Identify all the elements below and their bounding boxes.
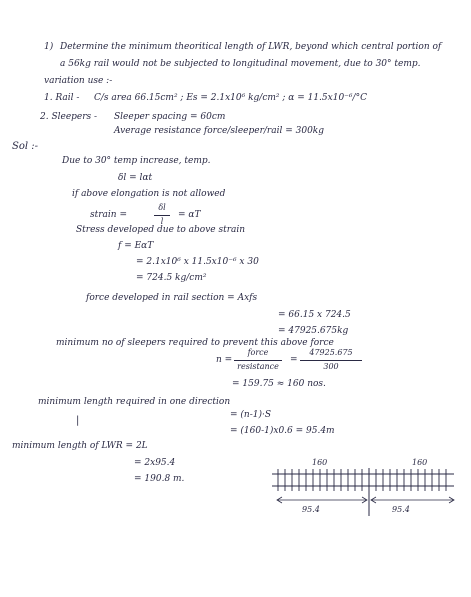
length-substitution: = (160-1)x0.6 = 95.4m bbox=[230, 426, 335, 436]
lwr-sketch bbox=[272, 456, 458, 526]
problem-line-3: variation use :- bbox=[44, 76, 113, 86]
n-prefix: n = bbox=[216, 355, 233, 365]
n-denominator-value: 300 bbox=[323, 362, 339, 371]
length-expression: = (n-1)·S bbox=[230, 410, 272, 420]
problem-number: 1) bbox=[44, 42, 54, 52]
solution-label: Sol :- bbox=[12, 141, 38, 152]
stress-result: = 724.5 kg/cm² bbox=[136, 273, 207, 283]
sleeper-spacing: Sleeper spacing = 60cm bbox=[114, 112, 226, 122]
rail-values: C/s area 66.15cm² ; Es = 2.1x10⁶ kg/cm² ; α = 11.5x10⁻⁶/°C bbox=[94, 93, 367, 103]
lwr-substitution: = 2x95.4 bbox=[134, 458, 176, 468]
stress-line: Stress developed due to above strain bbox=[76, 225, 246, 235]
left-length-label: 95.4 bbox=[302, 505, 320, 514]
n-numerator-value: 47925.675 bbox=[309, 348, 353, 357]
problem-line-2: a 56kg rail would not be subjected to longitudinal movement, due to 30° temp. bbox=[60, 59, 421, 69]
sleepers-label: 2. Sleepers - bbox=[40, 112, 98, 122]
stress-substitution: = 2.1x10⁶ x 11.5x10⁻⁶ x 30 bbox=[136, 257, 259, 267]
average-resistance: Average resistance force/sleeper/rail = 300kg bbox=[114, 126, 325, 136]
strain-numerator: δl bbox=[158, 203, 166, 212]
n-denominator: resistance bbox=[237, 362, 279, 371]
n-equals: = bbox=[290, 355, 298, 365]
strain-prefix: strain = bbox=[90, 210, 127, 220]
left-sleeper-count: 160 bbox=[312, 458, 328, 467]
n-numerator: force bbox=[247, 348, 269, 357]
problem-line-1: Determine the minimum theoritical length of LWR, beyond which central portion of bbox=[60, 42, 442, 52]
n-fraction-bar-2 bbox=[300, 360, 362, 361]
min-sleepers-line: minimum no of sleepers required to prevent this above force bbox=[56, 338, 334, 348]
min-length-direction: minimum length required in one direction bbox=[38, 397, 231, 407]
strain-fraction-bar bbox=[154, 215, 170, 216]
n-result: = 159.75 ≈ 160 nos. bbox=[232, 379, 326, 389]
min-lwr-line: minimum length of LWR = 2L bbox=[12, 441, 148, 451]
rail-label: 1. Rail - bbox=[44, 93, 80, 103]
n-fraction-bar-1 bbox=[234, 360, 282, 361]
strain-denominator: l bbox=[160, 217, 164, 226]
pencil-mark: | bbox=[76, 415, 80, 426]
force-substitution: = 66.15 x 724.5 bbox=[278, 310, 351, 320]
temp-increase-line: Due to 30° temp increase, temp. bbox=[62, 156, 211, 166]
expansion-formula: δl = lαt bbox=[118, 173, 153, 183]
lwr-result: = 190.8 m. bbox=[134, 474, 185, 484]
not-allowed-line: if above elongation is not allowed bbox=[72, 189, 226, 199]
force-line: force developed in rail section = Axfs bbox=[86, 293, 258, 303]
right-sleeper-count: 160 bbox=[412, 458, 428, 467]
stress-formula: f = EαT bbox=[118, 241, 154, 251]
force-result: = 47925.675kg bbox=[278, 326, 349, 336]
right-length-label: 95.4 bbox=[392, 505, 410, 514]
strain-result: = αT bbox=[178, 210, 201, 220]
